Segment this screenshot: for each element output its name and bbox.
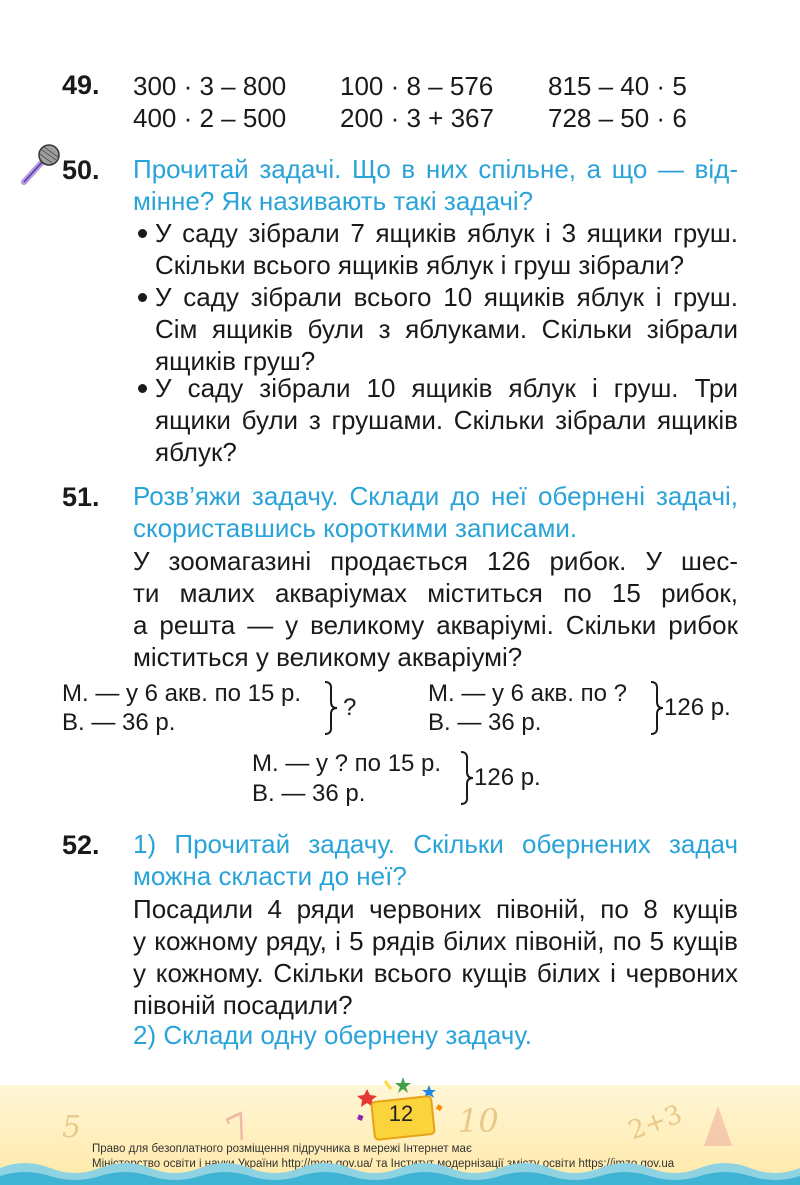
short-note-result: ? xyxy=(343,694,357,721)
problem-text: У саду зібрали 7 ящиків яблук і 3 ящики груш. xyxy=(155,218,738,248)
footer-copyright: Міністерство освіти і науки України http://mon.gov.ua/ та Інститут модернізації змісту освіти https://imzo.gov.ua xyxy=(92,1158,675,1170)
curly-brace-icon xyxy=(322,680,340,736)
page-number: 12 xyxy=(388,1101,414,1126)
short-note-result: 126 р. xyxy=(664,694,731,721)
task-text: можна скласти до неї? xyxy=(133,861,407,891)
problem-text: Посадили 4 ряди червоних півоній, по 8 кущів xyxy=(133,894,738,924)
problem-text: у кожному ряду, і 5 рядів білих півоній, по 5 кущів xyxy=(133,926,738,956)
task-text: скориставшись короткими записами. xyxy=(133,513,578,543)
expression: 300 · 3 – 800 xyxy=(133,71,287,101)
footer-deco-number: 5 xyxy=(62,1110,82,1145)
short-note-line: М. — у 6 акв. по 15 р. xyxy=(62,680,302,707)
short-note-line: В. — 36 р. xyxy=(252,780,366,807)
problem-text: ящиків груш? xyxy=(155,346,316,376)
problem-text: а решта — у великому акваріумі. Скільки рибок xyxy=(133,610,738,640)
exercise-number-51: 51. xyxy=(62,482,100,512)
problem-text: У саду зібрали 10 ящиків яблук і груш. Три xyxy=(155,373,738,403)
footer-copyright: Право для безоплатного розміщення підручника в мережі Інтернет має xyxy=(92,1143,472,1155)
short-note-result: 126 р. xyxy=(474,764,541,791)
triangle-ruler-icon xyxy=(698,1102,738,1148)
short-note-line: В. — 36 р. xyxy=(62,709,176,736)
problem-text: у кожному. Скільки всього кущів білих і червоних xyxy=(133,958,738,988)
expression: 100 · 8 – 576 xyxy=(340,71,494,101)
exercise-number-52: 52. xyxy=(62,830,100,860)
problem-text: Сім ящиків були з яблуками. Скільки зібрали xyxy=(155,314,738,344)
problem-text: яблук? xyxy=(155,437,237,467)
problem-text: ти малих акваріумах міститься по 15 рибок, xyxy=(133,578,738,608)
expression: 815 – 40 · 5 xyxy=(548,71,687,101)
short-note-line: М. — у ? по 15 р. xyxy=(252,750,442,777)
expression: 200 · 3 + 367 xyxy=(340,103,494,133)
problem-text: ящики були з грушами. Скільки зібрали ящиків xyxy=(155,405,738,435)
task-text: 1) Прочитай задачу. Скільки обернених задач xyxy=(133,829,738,859)
task-text: Прочитай задачі. Що в них спільне, а що — від- xyxy=(133,154,738,184)
bullet xyxy=(138,384,147,393)
problem-text: Скільки всього ящиків яблук і груш зібрали? xyxy=(155,250,685,280)
short-note-line: В. — 36 р. xyxy=(428,709,542,736)
problem-text: У саду зібрали всього 10 ящиків яблук і груш. xyxy=(155,282,738,312)
problem-text: У зоомагазині продається 126 рибок. У шес- xyxy=(133,546,738,576)
microphone-icon xyxy=(14,140,64,190)
expression: 728 – 50 · 6 xyxy=(548,103,687,133)
expression: 400 · 2 – 500 xyxy=(133,103,287,133)
short-note-line: М. — у 6 акв. по ? xyxy=(428,680,627,707)
task-text: 2) Склади одну обернену задачу. xyxy=(133,1020,532,1050)
exercise-number-49: 49. xyxy=(62,70,100,100)
bullet xyxy=(138,229,147,238)
footer-deco-number: 2+3 xyxy=(624,1099,687,1147)
problem-text: міститься у великому акваріумі? xyxy=(133,642,523,672)
task-text: мінне? Як називають такі задачі? xyxy=(133,186,534,216)
task-text: Розв’яжи задачу. Склади до неї обернені задачі, xyxy=(133,481,738,511)
footer-wave xyxy=(0,1158,800,1185)
bullet xyxy=(138,293,147,302)
footer-deco-number: 7 xyxy=(220,1105,259,1152)
problem-text: півоній посадили? xyxy=(133,990,353,1020)
exercise-number-50: 50. xyxy=(62,155,100,185)
footer-deco-number: 10 xyxy=(458,1102,499,1140)
